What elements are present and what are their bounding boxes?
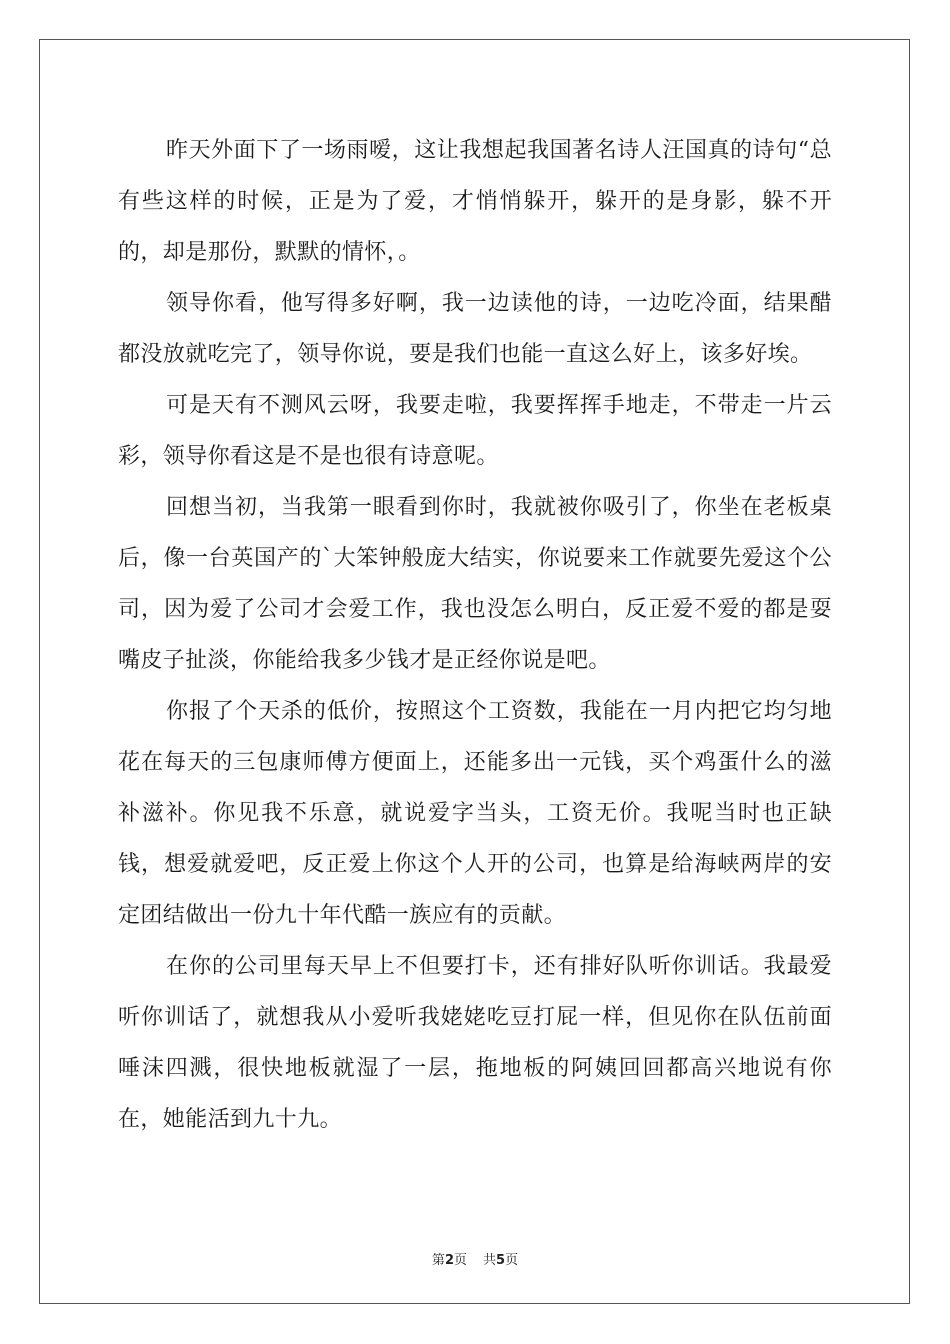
page-prefix: 第 (431, 1253, 445, 1268)
page-footer (0, 1249, 950, 1268)
total-prefix: 共 (483, 1253, 497, 1268)
total-suffix: 页 (505, 1253, 519, 1268)
paragraph-6: 在你的公司里每天早上不但要打卡，还有排好队听你训话。我最爱听你训话了，就想我从小爱听我姥姥吃豆打屁一样，但见你在队伍前面唾沫四溅，很快地板就湿了一层，拖地板的阿姨回回都高兴地说有你在，她能活到九十九。 (118, 954, 832, 1132)
document-body (118, 125, 832, 1145)
paragraph-1: 昨天外面下了一场雨嗳，这让我想起我国著名诗人汪国真的诗句“总有些这样的时候，正是为了爱，才悄悄躲开，躲开的是身影，躲不开的，却是那份，默默的情怀，。 (118, 138, 832, 265)
paragraph-5: 你报了个天杀的低价，按照这个工资数，我能在一月内把它均匀地花在每天的三包康师傅方便面上，还能多出一元钱，买个鸡蛋什么的滋补滋补。你见我不乐意，就说爱字当头，工资无价。我呢当时也正缺钱，想爱就爱吧，反正爱上你这个人开的公司，也算是给海峡两岸的安定团结做出一份九十年代酷一族应有的贡献。 (118, 699, 832, 928)
paragraph-2: 领导你看，他写得多好啊，我一边读他的诗，一边吃冷面，结果醋都没放就吃完了，领导你说，要是我们也能一直这么好上，该多好埃。 (118, 291, 832, 367)
paragraph-4: 回想当初，当我第一眼看到你时，我就被你吸引了，你坐在老板桌后，像一台英国产的`大笨钟般庞大结实，你说要来工作就要先爱这个公司，因为爱了公司才会爱工作，我也没怎么明白，反正爱不爱的都是耍嘴皮子扯淡，你能给我多少钱才是正经你说是吧。 (118, 495, 832, 673)
current-page-number: 2 (444, 1253, 454, 1268)
total-page-number: 5 (496, 1253, 506, 1268)
paragraph-3: 可是天有不测风云呀，我要走啦，我要挥挥手地走，不带走一片云彩，领导你看这是不是也很有诗意呢。 (118, 393, 832, 469)
page-suffix: 页 (453, 1253, 467, 1268)
